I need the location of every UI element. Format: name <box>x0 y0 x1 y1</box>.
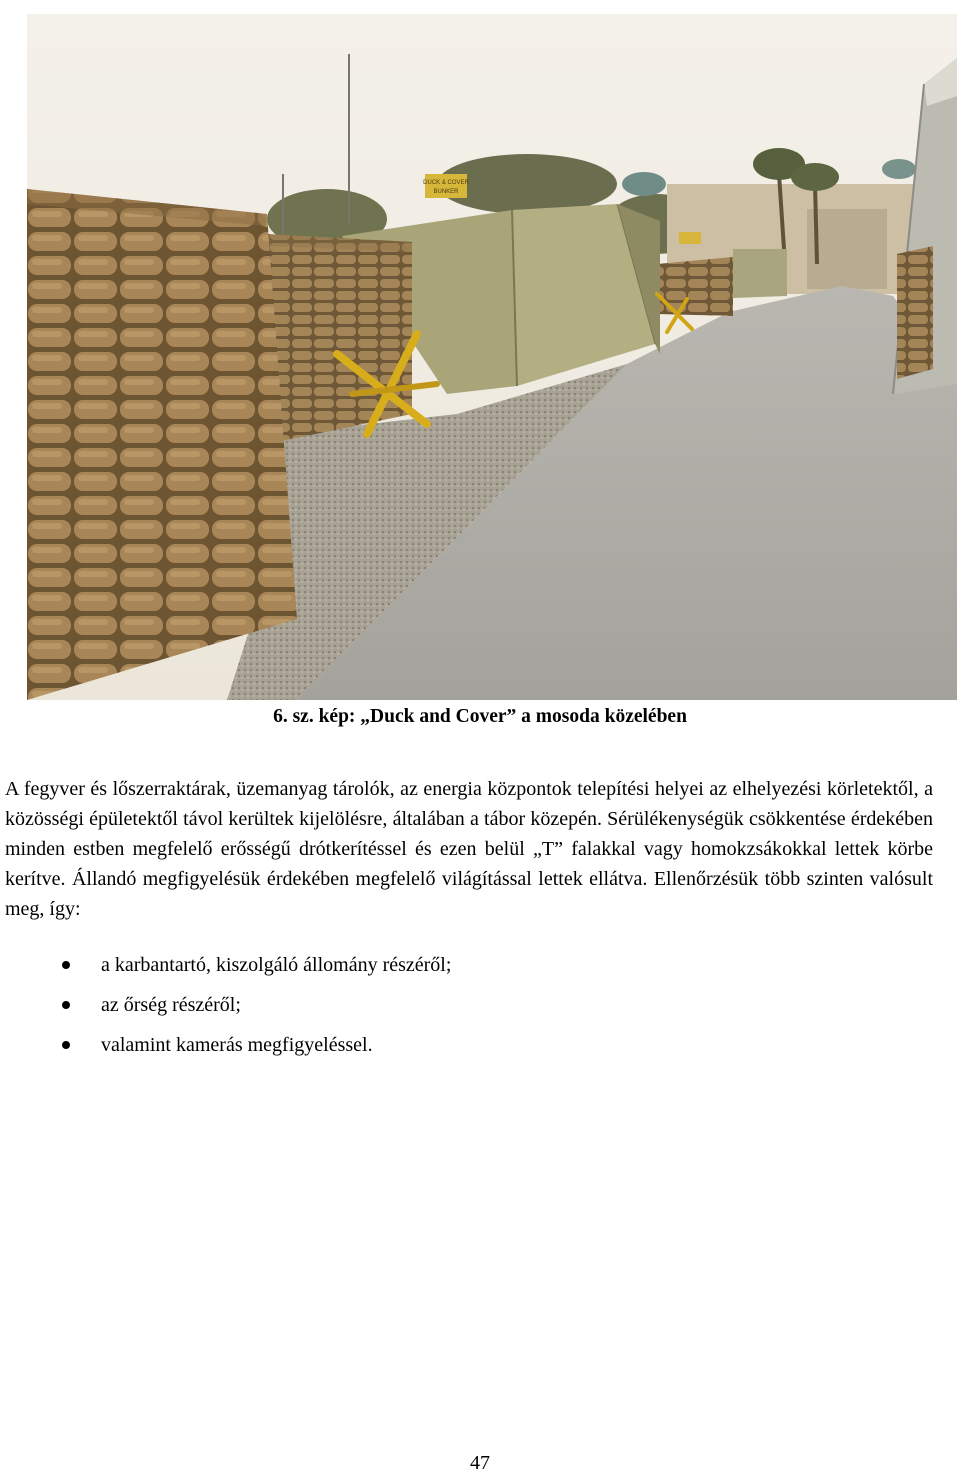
bunker-photo <box>27 14 957 700</box>
svg-text:DUCK & COVER: DUCK & COVER <box>423 180 469 186</box>
list-item-text: az őrség részéről; <box>101 994 241 1016</box>
body-paragraph <box>5 774 933 924</box>
bullet-icon <box>62 1041 70 1049</box>
front-sandbag-wall <box>27 189 297 700</box>
page-number: 47 <box>470 1452 490 1474</box>
list-item-text: valamint kamerás megfigyeléssel. <box>101 1034 373 1056</box>
bullet-list <box>0 945 940 1065</box>
bullet-icon <box>62 1001 70 1009</box>
paragraph-text: A fegyver és lőszerraktárak, üzemanyag tárolók, az energia központok telepítési helyei az elhelyezési körletektől, a közösségi épületektől távol kerültek kijelölésre, általában a tábor közepén. Sérülékenységük csökkentése érdekében minden estben megfelelő erősségű drótkerítéssel és ezen belül „T” falakkal vagy homokzsákokkal lettek körbe kerítve. Állandó megfigyelésük érdekében megfelelő világítással lettek ellátva. Ellenőrzésük több szinten valósult meg, így: <box>5 778 933 920</box>
list-item <box>0 985 940 1025</box>
mid-sandbag-wall <box>267 234 412 444</box>
list-item <box>0 1025 940 1065</box>
list-item <box>0 945 940 985</box>
figure-caption: 6. sz. kép: „Duck and Cover” a mosoda közelében <box>273 706 687 727</box>
list-item-text: a karbantartó, kiszolgáló állomány részéről; <box>101 954 452 976</box>
bullet-icon <box>62 961 70 969</box>
svg-text:BUNKER: BUNKER <box>433 189 459 195</box>
